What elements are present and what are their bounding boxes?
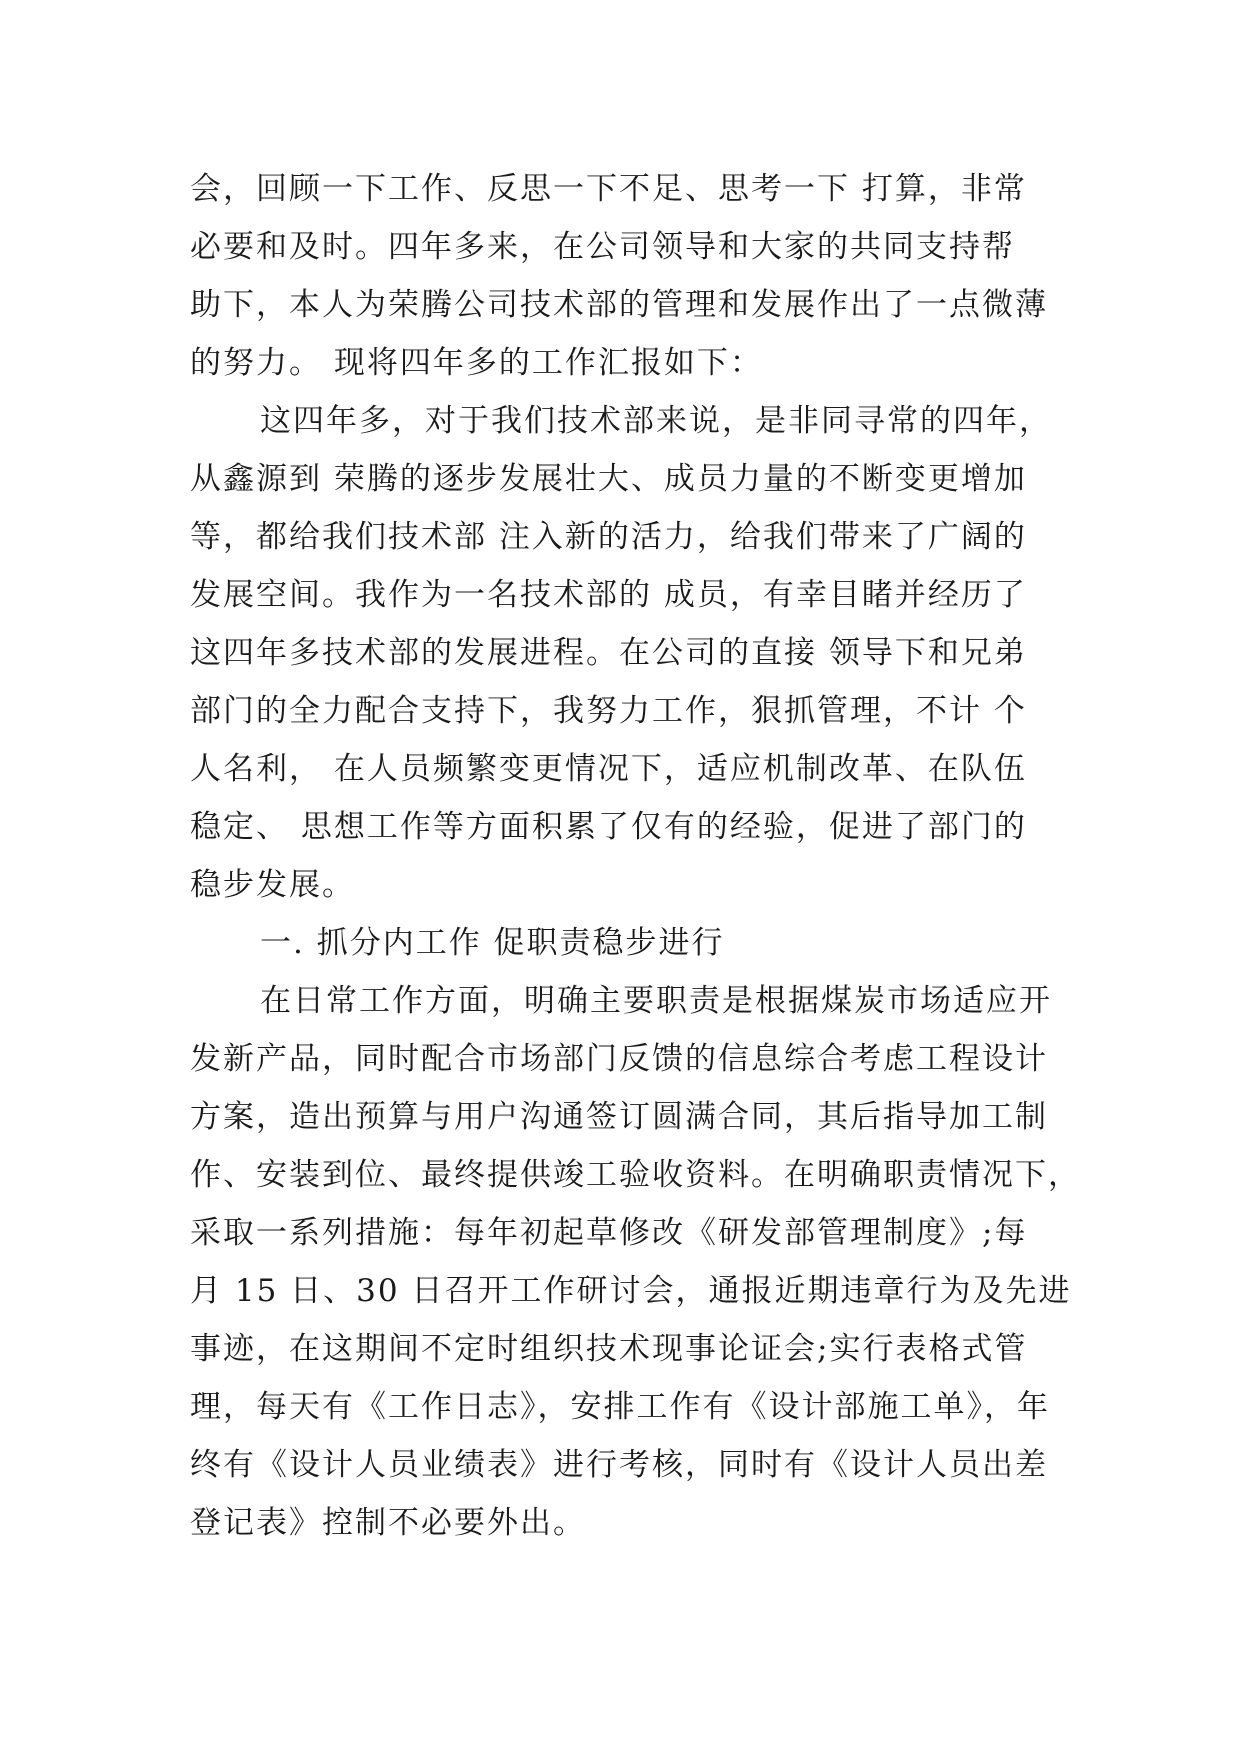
paragraph-line: 采取一系列措施：每年初起草修改《研发部管理制度》;每 — [190, 1215, 1028, 1251]
paragraph-2 — [190, 392, 1070, 914]
paragraph-line: 必要和及时。四年多来，在公司领导和大家的共同支持帮 — [190, 229, 1015, 265]
paragraph-line: 在日常工作方面，明确主要职责是根据煤炭市场适应开 — [260, 983, 1052, 1019]
paragraph-line: 稳步发展。 — [190, 867, 355, 903]
paragraph-line: 稳定、 思想工作等方面积累了仅有的经验，促进了部门的 — [190, 809, 1027, 845]
paragraph-line: 会，回顾一下工作、反思一下不足、思考一下 打算，非常 — [190, 171, 1027, 207]
paragraph-line: 人名利， 在人员频繁变更情况下，适应机制改革、在队伍 — [190, 751, 1027, 787]
paragraph-3 — [190, 972, 1081, 1552]
paragraph-line: 从鑫源到 荣腾的逐步发展壮大、成员力量的不断变更增加 — [190, 461, 1027, 497]
paragraph-line: 月 15 日、30 日召开工作研讨会，通报近期违章行为及先进 — [190, 1273, 1072, 1309]
paragraph-line: 等，都给我们技术部 注入新的活力，给我们带来了广阔的 — [190, 519, 1027, 555]
paragraph-line: 这四年多技术部的发展进程。在公司的直接 领导下和兄弟 — [190, 635, 1027, 671]
paragraph-line: 登记表》控制不必要外出。 — [190, 1505, 586, 1541]
section-heading-text: 一. 抓分内工作 促职责稳步进行 — [260, 925, 725, 961]
paragraph-1 — [190, 160, 1070, 392]
paragraph-line: 终有《设计人员业绩表》进行考核，同时有《设计人员出差 — [190, 1447, 1048, 1483]
paragraph-line: 发新产品，同时配合市场部门反馈的信息综合考虑工程设计 — [190, 1041, 1048, 1077]
section-heading — [190, 914, 1070, 972]
paragraph-line: 部门的全力配合支持下，我努力工作，狠抓管理，不计 个 — [190, 693, 1027, 729]
paragraph-line: 发展空间。我作为一名技术部的 成员，有幸目睹并经历了 — [190, 577, 1027, 613]
paragraph-line: 的努力。 现将四年多的工作汇报如下： — [190, 345, 763, 381]
paragraph-line: 助下，本人为荣腾公司技术部的管理和发展作出了一点微薄 — [190, 287, 1048, 323]
document-body — [190, 160, 1081, 1552]
paragraph-line: 事迹，在这期间不定时组织技术现事论证会;实行表格式管 — [190, 1331, 1028, 1367]
paragraph-line: 这四年多，对于我们技术部来说，是非同寻常的四年， — [260, 403, 1052, 439]
paragraph-line: 理，每天有《工作日志》，安排工作有《设计部施工单》，年 — [190, 1389, 1050, 1425]
paragraph-line: 方案，造出预算与用户沟通签订圆满合同，其后指导加工制 — [190, 1099, 1048, 1135]
paragraph-line: 作、安装到位、最终提供竣工验收资料。在明确职责情况下， — [190, 1157, 1081, 1193]
